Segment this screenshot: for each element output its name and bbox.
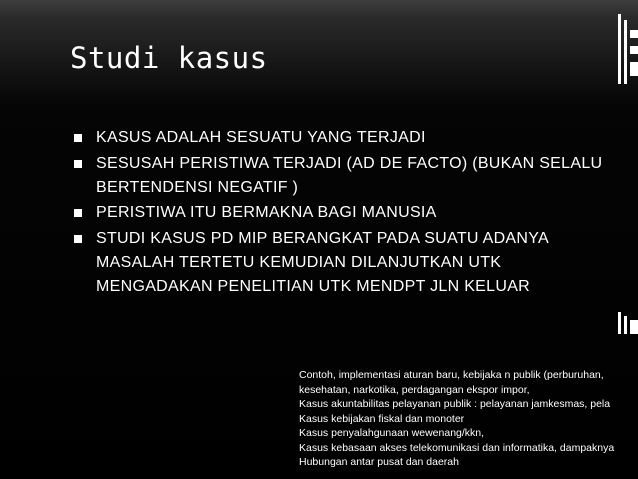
bullet-text: STUDI KASUS PD MIP BERANGKAT PADA SUATU ADANYA MASALAH TERTETU KEMUDIAN DILANJUTKAN UTK MENGADAKAN PENELITIAN UTK MENDPT JLN KELUAR (96, 229, 549, 295)
bullet-item (74, 201, 614, 225)
example-line: Kasus akuntabilitas pelayanan publik : pelayanan jamkesmas, pela (299, 398, 611, 410)
square-bullet-icon (74, 160, 82, 168)
examples-text-box (299, 368, 638, 479)
example-line: Kasus kebasaan akses telekomunikasi dan informatika, dampaknya (299, 441, 615, 454)
example-line: kesehatan, narkotika, perdagangan ekspor impor, (299, 383, 530, 396)
bullet-item (74, 126, 614, 150)
bullet-item (74, 152, 614, 200)
example-line: Kasus penyalahgunaan wewenang/kkn, (299, 427, 485, 439)
decorative-bars-top (618, 0, 638, 90)
example-line: Hubungan antar pusat dan daerah (299, 456, 459, 468)
bullet-text: KASUS ADALAH SESUATU YANG TERJADI (96, 129, 426, 146)
bullet-text: PERISTIWA ITU BERMAKNA BAGI MANUSIA (96, 204, 437, 221)
slide-title: Studi kasus (70, 41, 268, 75)
bullet-item (74, 227, 614, 299)
square-bullet-icon (74, 134, 82, 142)
square-bullet-icon (74, 235, 82, 243)
decorative-bars-middle (618, 312, 638, 342)
example-line: Kasus kebijakan fiskal dan monoter (299, 412, 465, 425)
bullet-list (74, 126, 614, 300)
example-line: Contoh, implementasi aturan baru, kebijaka n publik (perburuhan, (299, 369, 604, 381)
bullet-text: SESUSAH PERISTIWA TERJADI (AD DE FACTO) (BUKAN SELALU BERTENDENSI NEGATIF ) (96, 154, 603, 196)
square-bullet-icon (74, 209, 82, 217)
